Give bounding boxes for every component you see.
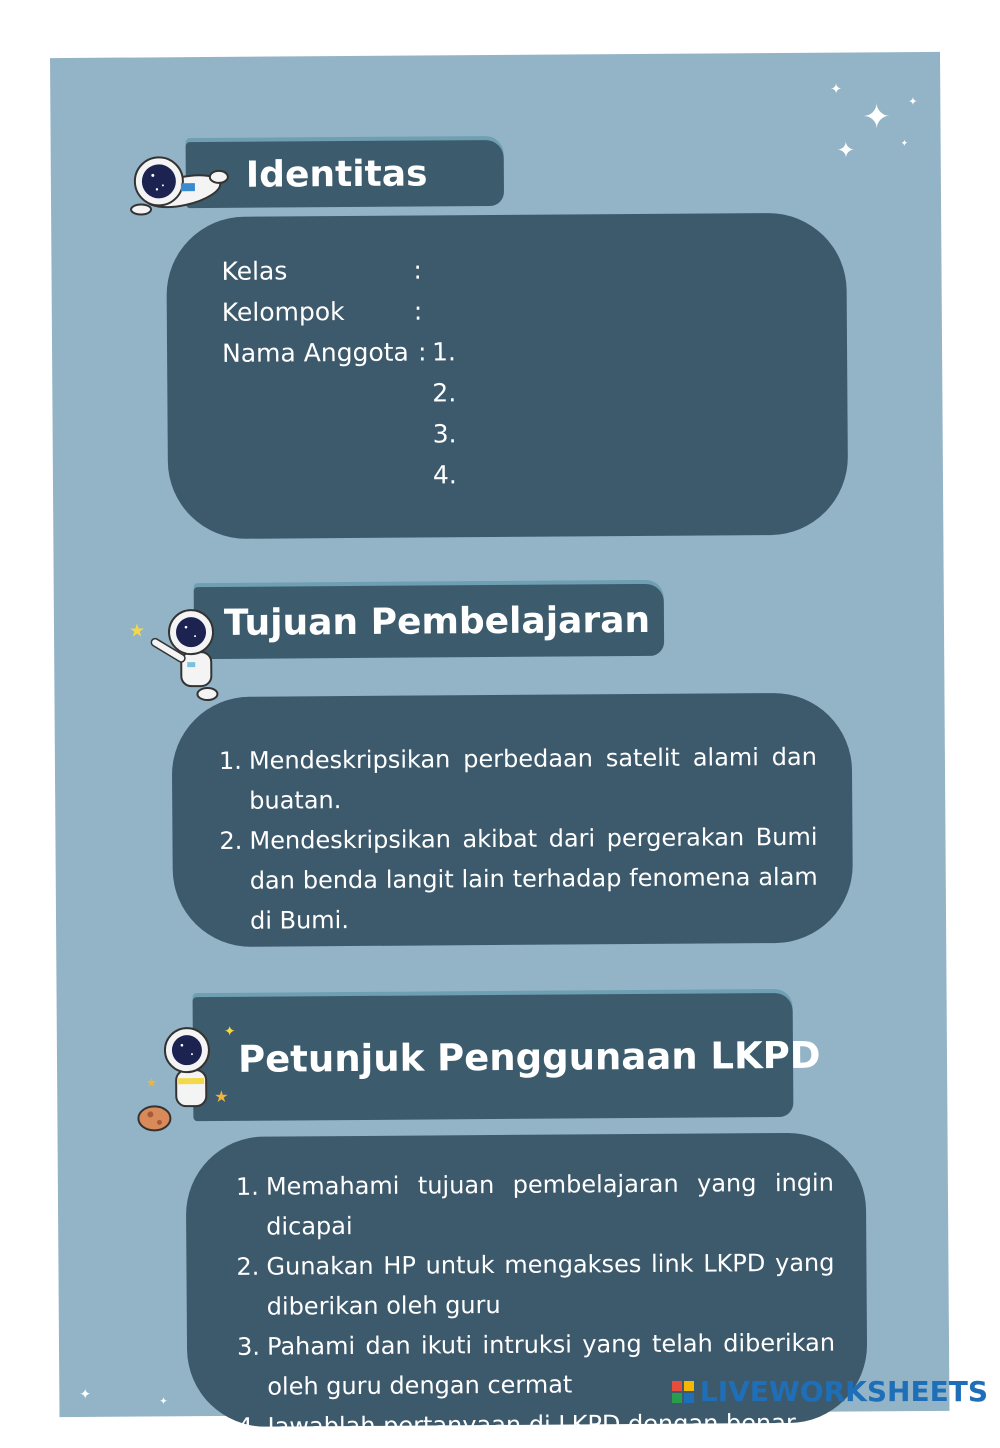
- member-number: 3.: [432, 419, 457, 449]
- list-text: Gunakan HP untuk mengakses link LKPD yang diberikan oleh guru: [266, 1248, 835, 1321]
- list-item: [236, 1163, 835, 1247]
- svg-text:★: ★: [128, 620, 146, 642]
- list-item: [237, 1403, 835, 1447]
- liveworksheets-watermark: [672, 1375, 988, 1408]
- svg-text:✦: ✦: [223, 1023, 236, 1040]
- list-number: 3.: [236, 1332, 261, 1361]
- nama-anggota-label: Nama Anggota: [221, 337, 409, 368]
- petunjuk-title-banner: [193, 993, 821, 1121]
- astronaut-icon: [129, 602, 240, 703]
- kelas-label: Kelas: [221, 256, 288, 286]
- astronaut-icon: [132, 1022, 243, 1143]
- worksheet-page: [50, 52, 949, 1441]
- sparkle-icon: ✦: [830, 81, 843, 98]
- tujuan-card: [171, 693, 853, 948]
- liveworksheets-logo-icon: [672, 1381, 694, 1403]
- sparkle-icon: ✦: [900, 139, 909, 150]
- sparkle-icon: ✦: [862, 97, 892, 138]
- svg-text:★: ★: [214, 1086, 229, 1106]
- member-number: 4.: [432, 460, 457, 490]
- list-number: 2.: [236, 1252, 260, 1281]
- kelompok-label: Kelompok: [221, 297, 345, 327]
- sparkle-icon: ✦: [79, 1386, 92, 1403]
- sparkle-icon: ✦: [908, 95, 918, 109]
- list-item: [219, 817, 818, 941]
- list-text: Mendeskripsikan perbedaan satelit alami dan buatan.: [248, 742, 818, 815]
- identitas-title-banner: [186, 140, 504, 208]
- list-text: Mendeskripsikan akibat dari pergerakan Bumi dan benda langit lain terhadap fenomena alam di Bumi.: [249, 822, 818, 935]
- list-text: Memahami tujuan pembelajaran yang ingin dicapai: [265, 1168, 834, 1241]
- tujuan-list: [219, 737, 818, 941]
- list-number: 1.: [235, 1172, 259, 1201]
- list-number: 4.: [237, 1412, 261, 1441]
- list-text: Pahami dan ikuti intruksi yang telah diberikan oleh guru dengan cermat: [266, 1328, 836, 1401]
- svg-text:★: ★: [146, 1075, 157, 1090]
- identitas-card: [166, 213, 848, 540]
- petunjuk-title: Petunjuk Penggunaan LKPD: [237, 1033, 821, 1081]
- astronaut-icon: [121, 147, 232, 228]
- sparkle-icon: ✦: [159, 1396, 168, 1408]
- sparkle-icon: ✦: [836, 138, 856, 164]
- tujuan-title: Tujuan Pembelajaran: [223, 599, 651, 644]
- identitas-title: Identitas: [245, 152, 428, 196]
- list-item: [236, 1243, 835, 1327]
- kelas-colon: :: [413, 255, 423, 285]
- list-number: 2.: [219, 826, 243, 855]
- list-item: [219, 737, 818, 821]
- watermark-text: LIVEWORKSHEETS: [699, 1375, 988, 1408]
- member-number: 1.: [431, 337, 457, 367]
- tujuan-title-banner: [194, 584, 664, 659]
- list-text: Jawablah pertanyaan di LKPD dengan benar: [267, 1408, 796, 1441]
- kelompok-colon: :: [413, 296, 423, 326]
- nama-anggota-colon: :: [417, 337, 427, 367]
- list-number: 1.: [218, 746, 242, 775]
- member-number: 2.: [432, 378, 457, 408]
